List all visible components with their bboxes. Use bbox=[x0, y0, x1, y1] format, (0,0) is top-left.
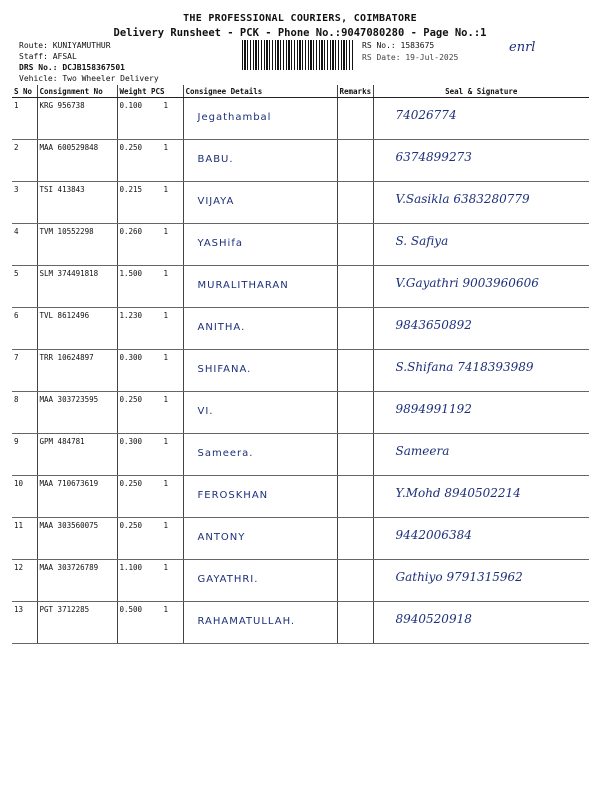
cell-weight: 0.300 bbox=[117, 350, 149, 392]
cell-pcs: 1 bbox=[149, 266, 183, 308]
cell-sno: 4 bbox=[12, 224, 37, 266]
handwritten-signature: 6374899273 bbox=[395, 150, 472, 164]
handwritten-consignee: YASHifa bbox=[197, 238, 243, 249]
table-row bbox=[12, 266, 589, 308]
cell-weight: 0.300 bbox=[117, 434, 149, 476]
handwritten-signature: 74026774 bbox=[395, 108, 457, 122]
cell-sno: 8 bbox=[12, 392, 37, 434]
cell-signature bbox=[373, 518, 589, 560]
handwritten-consignee: ANTONY bbox=[197, 532, 246, 543]
cell-weight: 0.250 bbox=[117, 140, 149, 182]
cell-consignee bbox=[183, 560, 337, 602]
route-label: Route: KUNIYAMUTHUR bbox=[19, 41, 111, 50]
handwritten-consignee: SHIFANA. bbox=[197, 364, 252, 375]
table-header-row bbox=[12, 85, 589, 98]
cell-remarks bbox=[337, 350, 373, 392]
cell-weight: 0.250 bbox=[117, 476, 149, 518]
col-header-consignee: Consignee Details bbox=[183, 85, 337, 98]
cell-remarks bbox=[337, 392, 373, 434]
cell-weight: 0.100 bbox=[117, 98, 149, 140]
handwritten-consignee: VIJAYA bbox=[197, 196, 235, 207]
cell-consignee bbox=[183, 476, 337, 518]
table-row bbox=[12, 98, 589, 140]
handwritten-consignee: ANITHA. bbox=[197, 322, 246, 333]
handwritten-signature: Gathiyo 9791315962 bbox=[395, 570, 523, 584]
vehicle-label: Vehicle: Two Wheeler Delivery bbox=[19, 74, 159, 83]
cell-consignment: PGT 3712285 bbox=[37, 602, 117, 644]
cell-remarks bbox=[337, 140, 373, 182]
cell-consignment: MAA 710673619 bbox=[37, 476, 117, 518]
col-header-remarks: Remarks bbox=[337, 85, 373, 98]
cell-consignment: TSI 413843 bbox=[37, 182, 117, 224]
table-row bbox=[12, 476, 589, 518]
cell-consignment: TVL 8612496 bbox=[37, 308, 117, 350]
table-row bbox=[12, 182, 589, 224]
cell-pcs: 1 bbox=[149, 182, 183, 224]
cell-pcs: 1 bbox=[149, 518, 183, 560]
cell-consignee bbox=[183, 392, 337, 434]
handwritten-signature: 9894991192 bbox=[395, 402, 472, 416]
table-row bbox=[12, 392, 589, 434]
barcode bbox=[242, 40, 354, 70]
cell-pcs: 1 bbox=[149, 350, 183, 392]
cell-consignee bbox=[183, 518, 337, 560]
cell-weight: 1.100 bbox=[117, 560, 149, 602]
cell-signature bbox=[373, 602, 589, 644]
table-row bbox=[12, 140, 589, 182]
cell-pcs: 1 bbox=[149, 308, 183, 350]
handwritten-consignee: MURALITHARAN bbox=[197, 280, 289, 291]
col-header-signature: Seal & Signature bbox=[373, 85, 589, 98]
cell-sno: 10 bbox=[12, 476, 37, 518]
cell-signature bbox=[373, 140, 589, 182]
cell-pcs: 1 bbox=[149, 560, 183, 602]
staff-label: Staff: AFSAL bbox=[19, 52, 77, 61]
table-row bbox=[12, 434, 589, 476]
cell-weight: 0.250 bbox=[117, 518, 149, 560]
handwritten-consignee: BABU. bbox=[197, 154, 234, 165]
cell-sno: 7 bbox=[12, 350, 37, 392]
cell-consignee bbox=[183, 98, 337, 140]
table-row bbox=[12, 560, 589, 602]
handwritten-signature: S.Shifana 7418393989 bbox=[395, 360, 534, 374]
cell-sno: 6 bbox=[12, 308, 37, 350]
cell-pcs: 1 bbox=[149, 98, 183, 140]
handwritten-signature: 9843650892 bbox=[395, 318, 472, 332]
cell-signature bbox=[373, 476, 589, 518]
handwritten-signature: Y.Mohd 8940502214 bbox=[395, 486, 521, 500]
table-row bbox=[12, 518, 589, 560]
cell-consignment: MAA 600529848 bbox=[37, 140, 117, 182]
cell-signature bbox=[373, 560, 589, 602]
cell-sno: 3 bbox=[12, 182, 37, 224]
col-header-pcs: PCS bbox=[149, 85, 183, 98]
col-header-sno: S No bbox=[12, 85, 37, 98]
handwritten-signature: V.Gayathri 9003960606 bbox=[395, 276, 539, 290]
cell-pcs: 1 bbox=[149, 392, 183, 434]
cell-consignee bbox=[183, 182, 337, 224]
cell-consignee bbox=[183, 602, 337, 644]
cell-remarks bbox=[337, 224, 373, 266]
cell-consignee bbox=[183, 224, 337, 266]
rs-date: RS Date: 19-Jul-2025 bbox=[362, 53, 459, 62]
cell-signature bbox=[373, 182, 589, 224]
cell-weight: 0.260 bbox=[117, 224, 149, 266]
cell-remarks bbox=[337, 266, 373, 308]
cell-consignment: GPM 484781 bbox=[37, 434, 117, 476]
cell-consignee bbox=[183, 140, 337, 182]
company-title: THE PROFESSIONAL COURIERS, COIMBATORE bbox=[183, 13, 417, 24]
handwritten-signature: 9442006384 bbox=[395, 528, 472, 542]
cell-weight: 0.500 bbox=[117, 602, 149, 644]
handwritten-consignee: Jegathambal bbox=[197, 112, 272, 123]
cell-signature bbox=[373, 308, 589, 350]
drs-number: DRS No.: DCJB158367501 bbox=[19, 63, 125, 72]
cell-sno: 1 bbox=[12, 98, 37, 140]
handwritten-signature: 8940520918 bbox=[395, 612, 472, 626]
cell-pcs: 1 bbox=[149, 602, 183, 644]
handwritten-consignee: RAHAMATULLAH. bbox=[197, 616, 296, 627]
runsheet-subtitle: Delivery Runsheet - PCK - Phone No.:9047080280 - Page No.:1 bbox=[113, 27, 487, 39]
table-row bbox=[12, 602, 589, 644]
cell-remarks bbox=[337, 602, 373, 644]
cell-remarks bbox=[337, 182, 373, 224]
table-row bbox=[12, 350, 589, 392]
table-row bbox=[12, 224, 589, 266]
handwritten-consignee: FEROSKHAN bbox=[197, 490, 269, 501]
cell-remarks bbox=[337, 560, 373, 602]
cell-sno: 12 bbox=[12, 560, 37, 602]
cell-consignment: MAA 303723595 bbox=[37, 392, 117, 434]
cell-remarks bbox=[337, 434, 373, 476]
cell-remarks bbox=[337, 98, 373, 140]
cell-signature bbox=[373, 224, 589, 266]
cell-weight: 0.215 bbox=[117, 182, 149, 224]
cell-consignment: KRG 956738 bbox=[37, 98, 117, 140]
handwritten-consignee: Sameera. bbox=[197, 448, 254, 459]
cell-weight: 1.500 bbox=[117, 266, 149, 308]
handwritten-consignee: GAYATHRI. bbox=[197, 574, 259, 585]
cell-pcs: 1 bbox=[149, 140, 183, 182]
handwritten-consignee: VI. bbox=[197, 406, 214, 417]
cell-signature bbox=[373, 350, 589, 392]
cell-sno: 13 bbox=[12, 602, 37, 644]
cell-weight: 1.230 bbox=[117, 308, 149, 350]
cell-sno: 5 bbox=[12, 266, 37, 308]
cell-signature bbox=[373, 434, 589, 476]
runsheet-table bbox=[12, 85, 589, 644]
cell-pcs: 1 bbox=[149, 476, 183, 518]
handwritten-signature: V.Sasikla 6383280779 bbox=[395, 192, 530, 206]
cell-remarks bbox=[337, 518, 373, 560]
cell-consignee bbox=[183, 350, 337, 392]
table-row bbox=[12, 308, 589, 350]
cell-consignment: TVM 10552298 bbox=[37, 224, 117, 266]
cell-consignment: SLM 374491818 bbox=[37, 266, 117, 308]
cell-remarks bbox=[337, 476, 373, 518]
cell-pcs: 1 bbox=[149, 434, 183, 476]
cell-consignment: TRR 10624897 bbox=[37, 350, 117, 392]
cell-sno: 11 bbox=[12, 518, 37, 560]
cell-signature bbox=[373, 98, 589, 140]
cell-consignee bbox=[183, 266, 337, 308]
cell-remarks bbox=[337, 308, 373, 350]
handwritten-mark: enrl bbox=[509, 40, 536, 55]
cell-signature bbox=[373, 266, 589, 308]
cell-sno: 9 bbox=[12, 434, 37, 476]
cell-signature bbox=[373, 392, 589, 434]
handwritten-signature: S. Safiya bbox=[395, 234, 449, 248]
cell-pcs: 1 bbox=[149, 224, 183, 266]
handwritten-signature: Sameera bbox=[395, 444, 450, 458]
col-header-consignment: Consignment No bbox=[37, 85, 117, 98]
cell-consignment: MAA 303560075 bbox=[37, 518, 117, 560]
cell-weight: 0.250 bbox=[117, 392, 149, 434]
col-header-weight: Weight bbox=[117, 85, 149, 98]
cell-consignment: MAA 303726789 bbox=[37, 560, 117, 602]
rs-number: RS No.: 1583675 bbox=[362, 41, 435, 50]
cell-consignee bbox=[183, 308, 337, 350]
cell-sno: 2 bbox=[12, 140, 37, 182]
cell-consignee bbox=[183, 434, 337, 476]
